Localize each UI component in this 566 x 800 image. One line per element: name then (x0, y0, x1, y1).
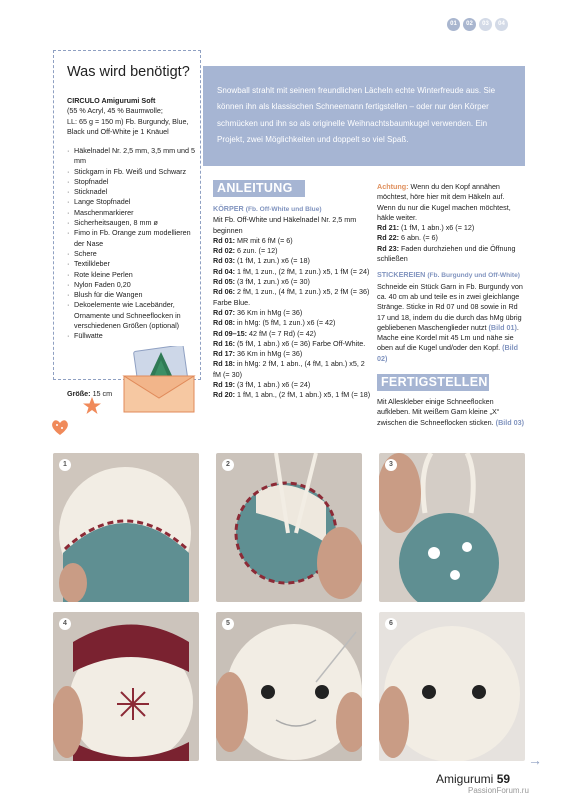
round-row: Rd 17: 36 Km in hMg (= 36) (213, 349, 303, 359)
list-item: · Schere (67, 249, 201, 259)
materials-list (67, 146, 201, 342)
stickereien-subtitle: (Fb. Burgundy und Off-White) (427, 272, 520, 280)
fertigstellen-text: Mit Alleskleber einige Schneeflocken aufkleben. Mit weißem Garn kleine „X“ zwischen die Schneeflocken sticken. (377, 397, 500, 427)
koerper-section (213, 204, 371, 401)
list-item: · Maschenmarkierer (67, 208, 201, 218)
stickereien-title: STICKEREIEN (377, 270, 426, 280)
photo-number: 6 (385, 618, 397, 630)
magazine-name: Amigurumi (436, 772, 494, 786)
bild-ref: (Bild 02) (377, 343, 519, 363)
circle-2: 02 (463, 18, 476, 31)
list-item: · Stickgarn in Fb. Weiß und Schwarz (67, 167, 201, 177)
round-row: Rd 01: MR mit 6 fM (= 6) (213, 235, 293, 245)
circle-3: 03 (479, 18, 492, 31)
yarn-name: CIRCULO Amigurumi Soft (67, 96, 156, 105)
watermark: PassionForum.ru (468, 786, 529, 795)
round-row: Rd 03: (1 fM, 1 zun.) x6 (= 18) (213, 256, 310, 266)
list-item: · Nylon Faden 0,20 (67, 280, 201, 290)
next-page-arrow-icon: → (528, 752, 542, 768)
circle-4: 04 (495, 18, 508, 31)
list-item: · Lange Stopfnadel (67, 197, 201, 207)
list-item: · Sticknadel (67, 187, 201, 197)
fertigstellen-header: FERTIGSTELLEN (377, 374, 489, 391)
list-item: · Blush für die Wangen (67, 290, 201, 300)
crochet-ball-image (216, 612, 362, 761)
right-column: Achtung: Wenn du den Kopf annähen möchtest, höre hier mit dem Häkeln auf. Wenn du nur die Kugel machen möchtest, häkle weiter. Rd 21: (1 fM, 1 abn.) x6 (= 12) Rd 22: 6 abn. (= 6) Rd 23: Faden durchziehen und die Öffnung schließen STICKEREIEN (Fb. Burgundy und Off-White) Schneide ein Stück Garn in Fb. Burgundy von ca. 40 cm ab und teile es in zwei gleichlange Stränge. Sticke in Rd 07 und 08 sowie in Rd 17 und 18, indem du die durch das hMg übrig gebliebenen Maschenglieder nutzt (Bild 01). Mache eine Kordel mit 45 Lm und nähe sie oben auf die Kugel und/oder den Kopf. (Bild 02) (377, 182, 525, 364)
round-row: Rd 08: in hMg: (5 fM, 1 zun.) x6 (= 42) (213, 318, 336, 328)
size-label: Größe: (67, 389, 91, 398)
materials-title: Was wird benötigt? (67, 64, 190, 80)
round-row: Rd 16: (5 fM, 1 abn.) x6 (= 36) Farbe Off-White. (213, 338, 366, 348)
size-value: 15 cm (92, 389, 113, 398)
koerper-title: KÖRPER (213, 204, 244, 213)
round-row: Rd 09–15: 42 fM (= 7 Rd) (= 42) (213, 328, 317, 338)
round-row: Rd 19: (3 fM, 1 abn.) x6 (= 24) (213, 380, 311, 390)
koerper-intro: Mit Fb. Off-White und Häkelnadel Nr. 2,5 mm beginnen (213, 215, 357, 235)
heart-icon (50, 418, 70, 436)
crochet-ball-image (379, 453, 525, 602)
intro-text: Snowball strahlt mit seinem freundlichen Lächeln echte Winterfreude aus. Sie können ihn als klassischen Schneemann fertigstellen – oder nur den Körper schmücken und ihn so als originelle Weihnachtsbaumkugel verwenden. Ein Projekt, zwei Möglichkeiten und doppelt so viel Spaß. (203, 66, 525, 166)
photo-2 (216, 453, 362, 602)
list-item: · Dekoelemente wie Lacebänder, Ornamente und Schneeflocken in verschiedenen Größen (optional) (67, 300, 201, 331)
yarn-line: (55 % Acryl, 45 % Baumwolle; (67, 106, 163, 116)
stickereien-text: Schneide ein Stück Garn in Fb. Burgundy von ca. 40 cm ab und teile es in zwei gleichlange Stränge. Sticke in Rd 07 und 08 sowie in Rd 17 und 18, indem du die durch das hMg übrig gebliebenen Maschenglieder nutzt (377, 281, 523, 332)
bild-ref: (Bild 01) (488, 322, 517, 332)
bild-ref: (Bild 03) (495, 417, 525, 427)
page-number: 59 (496, 772, 511, 786)
photo-number: 5 (222, 618, 234, 630)
crochet-ball-image (53, 453, 199, 602)
list-item: · Rote kleine Perlen (67, 270, 201, 280)
yarn-line: Black und Off-White je 1 Knäuel (67, 126, 169, 136)
round-row: Rd 05: (3 fM, 1 zun.) x6 (= 30) (213, 277, 310, 287)
round-row: Rd 04: 1 fM, 1 zun., (2 fM, 1 zun.) x5, 1 fM (= 24) (213, 266, 370, 276)
list-item: · Häkelnadel Nr. 2,5 mm, 3,5 mm und 5 mm (67, 146, 201, 167)
fertigstellen-section (377, 397, 525, 428)
crochet-ball-image (216, 453, 362, 602)
round-row: Rd 02: 6 zun. (= 12) (213, 246, 278, 256)
photo-4 (53, 612, 199, 761)
envelope-icon (120, 346, 198, 414)
materials-box (53, 50, 201, 398)
photo-5 (216, 612, 362, 761)
photo-number: 1 (59, 459, 71, 471)
star-icon (82, 396, 102, 416)
koerper-subtitle: (Fb. Off-White und Blue) (245, 206, 322, 213)
page-footer (436, 772, 510, 786)
round-row: Rd 21: (1 fM, 1 abn.) x6 (= 12) (377, 223, 475, 233)
anleitung-header: ANLEITUNG (213, 180, 305, 197)
yarn-line: LL: 65 g = 150 m) Fb. Burgundy, Blue, (67, 116, 189, 126)
achtung-text: Wenn du den Kopf annähen möchtest, höre hier mit dem Häkeln auf. Wenn du nur die Kugel machen möchtest, häkle weiter. (377, 182, 511, 222)
list-item: · Füllwatte (67, 331, 201, 341)
list-item: · Fimo in Fb. Orange zum modellieren der Nase (67, 228, 201, 249)
circle-1: 01 (447, 18, 460, 31)
yarn-info (67, 96, 201, 137)
issue-circles (447, 18, 508, 31)
photo-3 (379, 453, 525, 602)
photo-6 (379, 612, 525, 761)
photo-1 (53, 453, 199, 602)
round-row: Rd 06: 2 fM, 1 zun., (4 fM, 1 zun.) x5, 2 fM (= 36) Farbe Blue. (213, 287, 370, 307)
list-item: · Sicherheitsaugen, 8 mm ø (67, 218, 201, 228)
round-row: Rd 23: Faden durchziehen und die Öffnung schließen (377, 243, 516, 264)
round-row: Rd 07: 36 Km in hMg (= 36) (213, 307, 303, 317)
list-item: · Stopfnadel (67, 177, 201, 187)
photo-number: 4 (59, 618, 71, 630)
crochet-ball-image (53, 612, 199, 761)
round-row: Rd 18: in hMg: 2 fM, 1 abn., (4 fM, 1 abn.) x5, 2 fM (= 30) (213, 359, 365, 379)
photo-number: 3 (385, 459, 397, 471)
achtung-label: Achtung: (377, 182, 409, 191)
round-row: Rd 20: 1 fM, 1 abn., (2 fM, 1 abn.) x5, 1 fM (= 18) (213, 390, 371, 400)
round-row: Rd 22: 6 abn. (= 6) (377, 233, 438, 243)
crochet-ball-image (379, 612, 525, 761)
photo-number: 2 (222, 459, 234, 471)
list-item: · Textilkleber (67, 259, 201, 269)
